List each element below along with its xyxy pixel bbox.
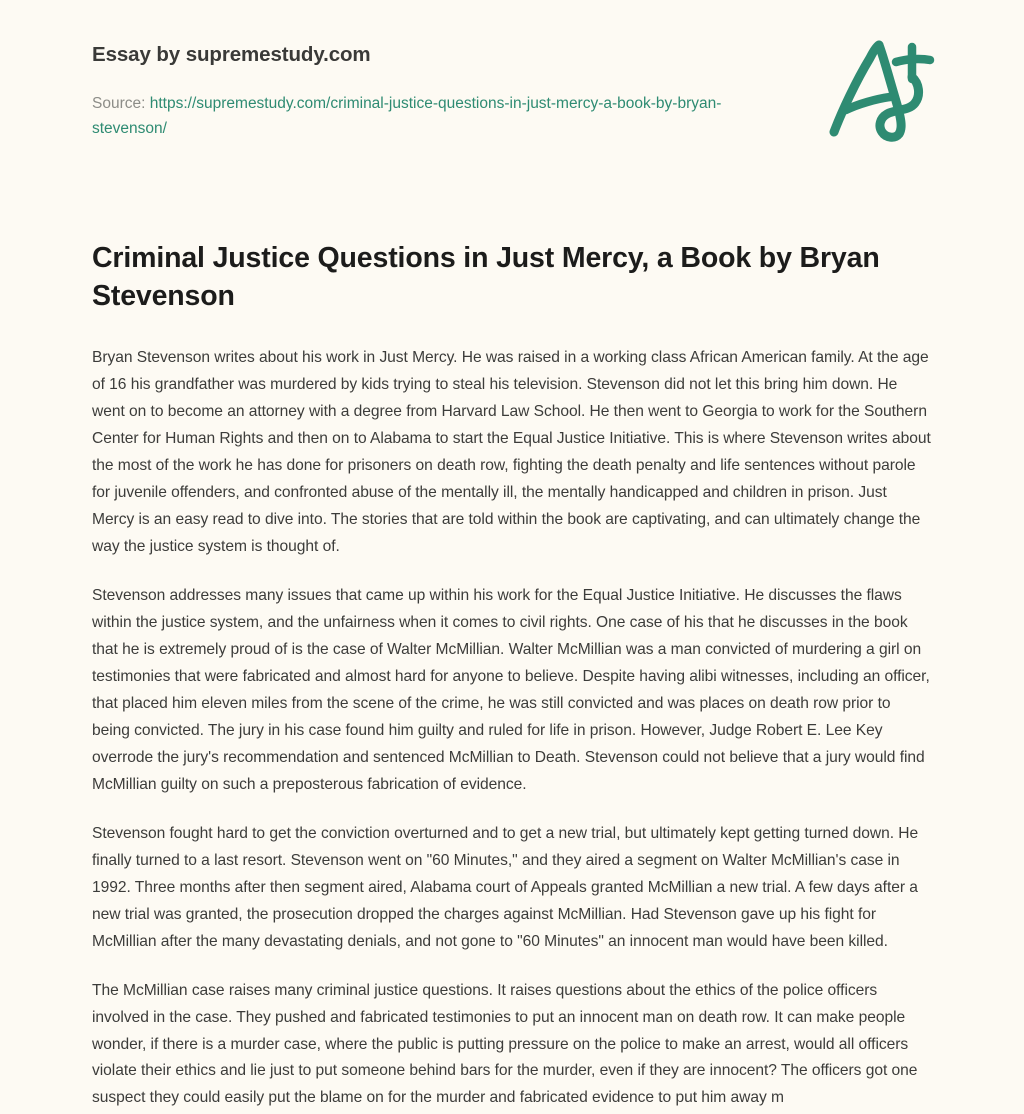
article-body	[92, 315, 932, 1112]
paragraph: Bryan Stevenson writes about his work in Just Mercy. He was raised in a working class African American family. At the age of 16 his grandfather was murdered by kids trying to steal his television. Stevenson did not let this bring him down. He went on to become an attorney with a degree from Harvard Law School. He then went to Georgia to work for the Southern Center for Human Rights and then on to Alabama to start the Equal Justice Initiative. This is where Stevenson writes about the most of the work he has done for prisoners on death row, fighting the death penalty and life sentences without parole for juvenile offenders, and confronted abuse of the mentally ill, the mentally handicapped and children in prison. Just Mercy is an easy read to dive into. The stories that are told within the book are captivating, and can ultimately change the way the justice system is thought of.	[92, 349, 931, 556]
page-header	[92, 0, 932, 141]
byline: Essay by supremestudy.com	[92, 43, 371, 66]
source-line	[92, 91, 752, 141]
source-url-link[interactable]: https://supremestudy.com/criminal-justice-questions-in-just-mercy-a-book-by-bryan-stevenson/	[92, 94, 722, 137]
page-title: Criminal Justice Questions in Just Mercy, a Book by Bryan Stevenson	[92, 241, 880, 313]
source-label: Source:	[92, 94, 146, 112]
a-plus-logo-icon	[820, 33, 940, 143]
a-plus-logo	[820, 33, 940, 143]
paragraph: Stevenson addresses many issues that came up within his work for the Equal Justice Initiative. He discusses the flaws within the justice system, and the unfairness when it comes to civil rights. One case of his that he discusses in the book that he is extremely proud of is the case of Walter McMillian. Walter McMillian was a man convicted of murdering a girl on testimonies that were fabricated and almost hard for anyone to believe. Despite having alibi witnesses, including an officer, that placed him eleven miles from the scene of the crime, he was still convicted and was places on death row prior to being convicted. The jury in his case found him guilty and ruled for life in prison. However, Judge Robert E. Lee Key overrode the jury's recommendation and sentenced McMillian to Death. Stevenson could not believe that a jury would find McMillian guilty on such a preposterous fabrication of evidence.	[92, 586, 930, 793]
paragraph: Stevenson fought hard to get the conviction overturned and to get a new trial, but ultimately kept getting turned down. He finally turned to a last resort. Stevenson went on "60 Minutes," and they aired a segment on Walter McMillian's case in 1992. Three months after then segment aired, Alabama court of Appeals granted McMillian a new trial. A few days after a new trial was granted, the prosecution dropped the charges against McMillian. Had Stevenson gave up his fight for McMillian after the many devastating denials, and not gone to "60 Minutes" an innocent man would have been killed.	[92, 824, 919, 950]
paragraph: The McMillian case raises many criminal justice questions. It raises questions about the ethics of the police officers involved in the case. They pushed and fabricated testimonies to put an innocent man on death row. It can make people wonder, if there is a murder case, where the public is putting pressure on the police to make an arrest, would all officers violate their ethics and lie just to put someone behind bars for the murder, even if they are innocent? The officers got one suspect they could easily put the blame on for the murder and fabricated evidence to put him away m	[92, 981, 918, 1107]
